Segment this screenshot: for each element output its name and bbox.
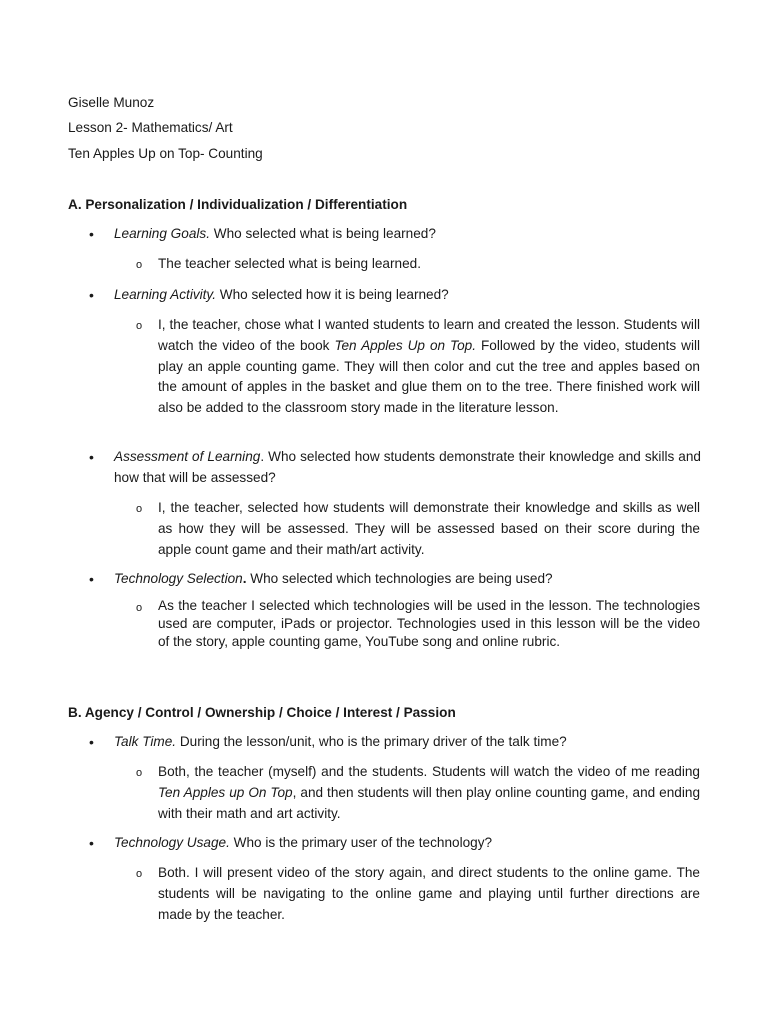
answer-text: As the teacher I selected which technologies will be used in the lesson. The technologies used are computer, iPads or projector. Technologies used in this lesson will be the video of the story, apple counting game, YouTube song and online rubric. [158,598,700,650]
item-question: Who selected what is being learned? [209,226,436,241]
section-b-heading: B. Agency / Control / Ownership / Choice / Interest / Passion [68,705,456,720]
sub-bullet-icon: o [136,602,143,614]
book-title: Ten Apples Up on Top. [334,337,476,353]
answer-learning-goals [136,254,700,275]
answer-technology-usage [136,863,700,925]
answer-assessment [136,498,700,560]
bullet-talk-time [89,732,701,753]
lesson-topic: Ten Apples Up on Top- Counting [68,146,263,161]
section-a-heading: A. Personalization / Individualization / Differentiation [68,197,408,212]
item-question: Who is the primary user of the technology? [229,835,493,850]
item-label: Learning Goals. [114,226,210,241]
item-question: Who selected which technologies are being used? [246,571,553,586]
bullet-icon [89,732,113,754]
sub-bullet-icon: o [136,767,143,779]
item-question: . Who selected how students demonstrate their knowledge and skills and how that will be assessed? [114,449,701,485]
sub-bullet-icon: o [136,503,143,515]
bullet-technology-selection [89,569,701,590]
answer-text: The teacher selected what is being learned. [158,256,421,271]
item-label: Technology Selection [114,571,243,586]
item-question: During the lesson/unit, who is the primary driver of the talk time? [176,734,567,749]
item-question: Who selected how it is being learned? [216,287,449,302]
answer-text: I, the teacher, selected how students will demonstrate their knowledge and skills as well as how they will be assessed. They will be assessed based on their score during the apple count game and their math/art activity. [158,500,700,557]
bullet-icon [89,833,113,855]
answer-part1: Both, the teacher (myself) and the students. Students will watch the video of me reading [158,764,700,779]
author-name: Giselle Munoz [68,95,155,110]
answer-technology-selection [136,597,700,652]
bullet-technology-usage [89,833,701,854]
book-title: Ten Apples up On Top [158,784,293,800]
item-label: Talk Time. [114,734,177,749]
bullet-learning-goals [89,224,701,245]
sub-bullet-icon: o [136,320,143,332]
answer-talk-time [136,762,700,824]
answer-text [158,315,700,419]
item-label-suffix: . [242,571,247,586]
bullet-icon [89,569,113,591]
bullet-icon [89,447,113,469]
bullet-assessment [89,447,701,489]
item-label: Technology Usage. [114,835,230,850]
answer-text [158,762,700,824]
answer-part1: I, the teacher, chose what I wanted students to learn and created the lesson. Students will watch the video of the book [158,317,700,353]
bullet-icon [89,224,113,246]
sub-bullet-icon: o [136,259,143,271]
item-label: Assessment of Learning [114,449,261,464]
bullet-learning-activity [89,285,701,306]
item-label: Learning Activity. [114,287,216,302]
lesson-title: Lesson 2- Mathematics/ Art [68,120,233,135]
bullet-icon [89,285,113,307]
answer-learning-activity [136,315,700,419]
answer-part2: , and then students will then play online counting game, and ending with their math and art activity. [158,784,701,821]
answer-part2: Followed by the video, students will play an apple counting game. They will then color and cut the tree and apples based on the amount of apples in the basket and glue them on to the tree. There finished work will also be added to the classroom story made in the literature lesson. [158,337,701,416]
sub-bullet-icon: o [136,868,143,880]
answer-text: Both. I will present video of the story again, and direct students to the online game. The students will be navigating to the online game and playing until further directions are made by the teacher. [158,865,700,922]
